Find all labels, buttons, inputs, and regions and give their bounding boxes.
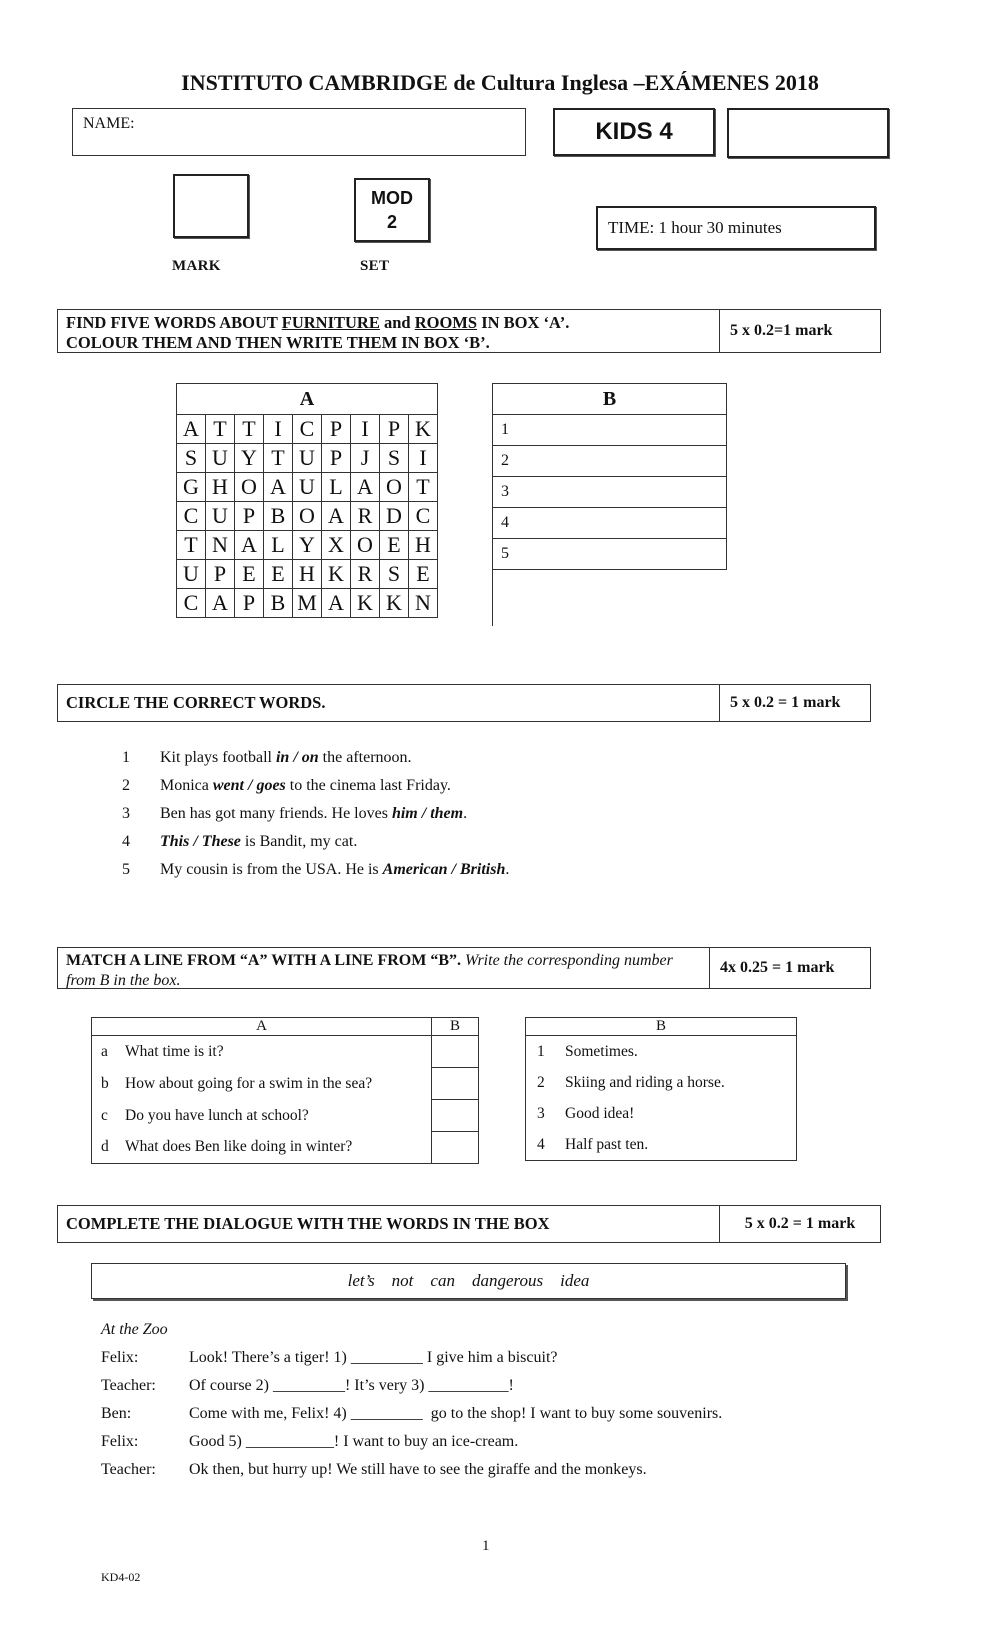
level-label: KIDS 4: [595, 118, 673, 145]
col-b-header: B: [432, 1018, 479, 1036]
section1-header: [57, 309, 881, 353]
grid-row: [177, 589, 438, 618]
section2-header: [57, 684, 871, 722]
grid-letter[interactable]: U: [206, 502, 235, 531]
word-choice[interactable]: in / on: [275, 749, 319, 766]
section2-marks: 5 x 0.2 = 1 mark: [719, 685, 870, 721]
word-choice[interactable]: American / British: [382, 861, 506, 878]
grid-letter[interactable]: J: [351, 444, 380, 473]
section4-header: [57, 1205, 881, 1243]
dialogue-line[interactable]: Teacher: Of course 2) _________! It’s very 3) __________!: [101, 1377, 514, 1394]
dialogue-line[interactable]: Ben: Come with me, Felix! 4) _________ go to the shop! I want to buy some souvenirs.: [101, 1405, 723, 1422]
time-label: TIME: 1 hour 30 minutes: [608, 218, 782, 237]
section3-marks: 4x 0.25 = 1 mark: [709, 948, 870, 988]
sentence-item: 5 My cousin is from the USA. He is American / British.: [122, 861, 510, 878]
grid-letter[interactable]: I: [264, 415, 293, 444]
match-b-row: 1 Sometimes.: [526, 1036, 797, 1068]
grid-letter[interactable]: U: [293, 473, 322, 502]
grid-letter[interactable]: P: [235, 502, 264, 531]
match-table-b: [525, 1017, 797, 1161]
match-b-row: 4 Half past ten.: [526, 1129, 797, 1161]
answer-box[interactable]: [432, 1100, 479, 1132]
grid-letter[interactable]: E: [235, 560, 264, 589]
grid-letter[interactable]: T: [409, 473, 438, 502]
answer-row[interactable]: 1: [493, 415, 727, 446]
grid-letter[interactable]: A: [322, 502, 351, 531]
match-b-row: 3 Good idea!: [526, 1098, 797, 1129]
grid-letter[interactable]: E: [409, 560, 438, 589]
grid-letter[interactable]: K: [380, 589, 409, 618]
grid-letter[interactable]: T: [264, 444, 293, 473]
grid-letter[interactable]: S: [380, 444, 409, 473]
grid-letter[interactable]: N: [409, 589, 438, 618]
answer-box[interactable]: [432, 1036, 479, 1068]
word-choice[interactable]: him / them: [391, 805, 464, 822]
grid-letter[interactable]: A: [206, 589, 235, 618]
grid-row: [177, 560, 438, 589]
sentence-list: [80, 744, 880, 884]
match-a-row: c Do you have lunch at school?: [92, 1100, 479, 1132]
grid-letter[interactable]: L: [264, 531, 293, 560]
answer-row[interactable]: 2: [493, 446, 727, 477]
match-a-row: b How about going for a swim in the sea?: [92, 1068, 479, 1100]
grid-row: [177, 473, 438, 502]
box-b-divider: [492, 564, 493, 626]
grid-letter[interactable]: T: [235, 415, 264, 444]
grid-letter[interactable]: O: [380, 473, 409, 502]
grid-letter[interactable]: L: [322, 473, 351, 502]
grid-letter[interactable]: C: [409, 502, 438, 531]
grid-letter[interactable]: A: [322, 589, 351, 618]
grid-letter[interactable]: A: [264, 473, 293, 502]
word-choice[interactable]: went / goes: [212, 777, 286, 794]
section4-marks: 5 x 0.2 = 1 mark: [719, 1206, 880, 1242]
grid-letter[interactable]: T: [206, 415, 235, 444]
answer-row[interactable]: 5: [493, 539, 727, 570]
grid-letter[interactable]: B: [264, 502, 293, 531]
grid-letter[interactable]: I: [351, 415, 380, 444]
grid-letter[interactable]: A: [235, 531, 264, 560]
col-b-header: B: [526, 1018, 797, 1036]
document-code: KD4-02: [101, 1570, 141, 1584]
name-field[interactable]: [72, 108, 526, 156]
match-a-row: d What does Ben like doing in winter?: [92, 1132, 479, 1164]
set-box: [354, 178, 430, 242]
grid-letter[interactable]: P: [235, 589, 264, 618]
answer-box-b: [492, 383, 727, 570]
section3-instructions: MATCH A LINE FROM “A” WITH A LINE FROM “B”. Write the corresponding number from B in the box.: [66, 952, 673, 989]
mark-label: MARK: [172, 258, 221, 274]
name-label: NAME:: [83, 115, 135, 132]
grid-letter[interactable]: K: [322, 560, 351, 589]
grid-row: [177, 531, 438, 560]
grid-letter[interactable]: C: [177, 589, 206, 618]
grid-letter[interactable]: C: [293, 415, 322, 444]
page-number: 1: [482, 1538, 490, 1554]
grid-letter[interactable]: G: [177, 473, 206, 502]
grid-letter[interactable]: D: [380, 502, 409, 531]
word-list: let’s not can dangerous idea: [347, 1271, 590, 1290]
time-box: [596, 206, 876, 250]
grid-letter[interactable]: P: [206, 560, 235, 589]
sentence-item: 1 Kit plays football in / on the afternoon.: [122, 749, 412, 766]
answer-box[interactable]: [432, 1132, 479, 1164]
section1-marks: 5 x 0.2=1 mark: [719, 310, 880, 352]
grid-letter[interactable]: S: [380, 560, 409, 589]
dialogue: [101, 1316, 901, 1484]
grade-box[interactable]: [727, 108, 889, 158]
mark-box[interactable]: [173, 174, 249, 238]
grid-letter[interactable]: K: [409, 415, 438, 444]
grid-letter[interactable]: I: [409, 444, 438, 473]
grid-letter[interactable]: P: [322, 444, 351, 473]
grid-letter[interactable]: N: [206, 531, 235, 560]
grid-letter[interactable]: H: [206, 473, 235, 502]
grid-letter[interactable]: P: [322, 415, 351, 444]
grid-letter[interactable]: K: [351, 589, 380, 618]
grid-letter[interactable]: B: [264, 589, 293, 618]
set-label: SET: [360, 258, 390, 274]
dialogue-setting: At the Zoo: [101, 1321, 168, 1338]
word-box: [91, 1263, 846, 1299]
grid-letter[interactable]: H: [293, 560, 322, 589]
grid-letter[interactable]: H: [409, 531, 438, 560]
section4-instructions: COMPLETE THE DIALOGUE WITH THE WORDS IN THE BOX: [66, 1214, 550, 1233]
sentence-item: 4 This / These is Bandit, my cat.: [122, 833, 358, 850]
grid-letter[interactable]: X: [322, 531, 351, 560]
sentence-item: 2 Monica went / goes to the cinema last Friday.: [122, 777, 451, 794]
section3-header: [57, 947, 871, 989]
grid-letter[interactable]: S: [177, 444, 206, 473]
answer-box[interactable]: [432, 1068, 479, 1100]
grid-letter[interactable]: Y: [293, 531, 322, 560]
grid-row: [177, 415, 438, 444]
grid-letter[interactable]: O: [235, 473, 264, 502]
match-table-a: [91, 1017, 479, 1164]
grid-letter[interactable]: E: [264, 560, 293, 589]
dialogue-line[interactable]: Felix: Look! There’s a tiger! 1) _________ I give him a biscuit?: [101, 1349, 558, 1366]
grid-letter[interactable]: U: [177, 560, 206, 589]
grid-letter[interactable]: M: [293, 589, 322, 618]
word-choice[interactable]: This / These: [160, 833, 241, 850]
grid-letter[interactable]: R: [351, 560, 380, 589]
grid-letter[interactable]: O: [293, 502, 322, 531]
level-box: [553, 108, 715, 156]
grid-letter[interactable]: E: [380, 531, 409, 560]
box-b-label: B: [493, 384, 727, 415]
mod-number: 2: [386, 212, 397, 232]
page-title: INSTITUTO CAMBRIDGE de Cultura Inglesa –EXÁMENES 2018: [181, 70, 819, 95]
section1-instructions: FIND FIVE WORDS ABOUT FURNITURE and ROOMS IN BOX ‘A’. COLOUR THEM AND THEN WRITE THEM IN BOX ‘B’.: [66, 313, 570, 352]
grid-letter[interactable]: U: [293, 444, 322, 473]
grid-letter[interactable]: O: [351, 531, 380, 560]
col-a-header: A: [92, 1018, 432, 1036]
dialogue-line[interactable]: Teacher: Ok then, but hurry up! We still have to see the giraffe and the monkeys.: [101, 1461, 647, 1478]
answer-row[interactable]: 3: [493, 477, 727, 508]
grid-letter[interactable]: T: [177, 531, 206, 560]
grid-letter[interactable]: U: [206, 444, 235, 473]
match-a-row: a What time is it?: [92, 1036, 479, 1068]
grid-letter[interactable]: R: [351, 502, 380, 531]
grid-row: [177, 502, 438, 531]
sentence-item: 3 Ben has got many friends. He loves him / them.: [122, 805, 468, 822]
grid-letter[interactable]: C: [177, 502, 206, 531]
grid-letter[interactable]: Y: [235, 444, 264, 473]
grid-letter[interactable]: A: [177, 415, 206, 444]
match-b-row: 2 Skiing and riding a horse.: [526, 1067, 797, 1098]
grid-letter[interactable]: A: [351, 473, 380, 502]
box-a-label: A: [177, 384, 438, 415]
grid-row: [177, 444, 438, 473]
dialogue-line[interactable]: Felix: Good 5) ___________! I want to buy an ice-cream.: [101, 1433, 519, 1450]
grid-letter[interactable]: P: [380, 415, 409, 444]
word-search-grid: [176, 383, 438, 618]
section2-instructions: CIRCLE THE CORRECT WORDS.: [66, 693, 326, 712]
mod-label: MOD: [371, 188, 413, 208]
answer-row[interactable]: 4: [493, 508, 727, 539]
